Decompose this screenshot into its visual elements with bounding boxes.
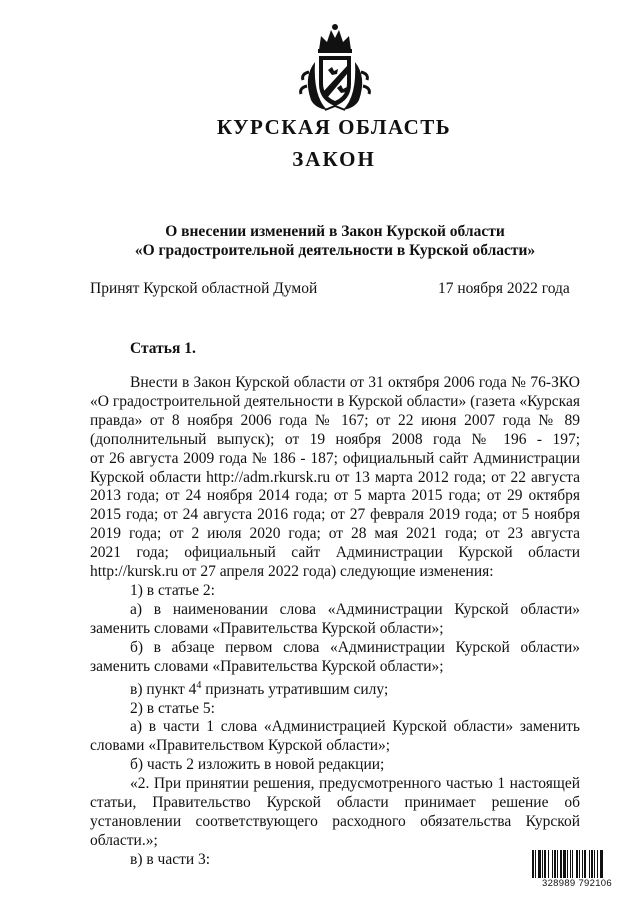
intro-line: 2015 года; от 24 августа 2016 года; от 27 февраля 2019 года; от 5 ноября <box>90 506 580 524</box>
item-1c-text: в) пункт 4 <box>130 680 197 698</box>
item-1: 1) в статье 2: <box>130 581 215 599</box>
law-title-line-2: «О градостроительной деятельности в Курской области» <box>134 242 536 259</box>
intro-line: от 26 августа 2009 года № 186 - 187; официальный сайт Администрации <box>90 449 580 467</box>
item-1c <box>90 677 580 700</box>
intro-line: (дополнительный выпуск); от 19 ноября 2008 года № 196 - 197; <box>90 430 580 448</box>
item-2a-line-2: словами «Правительством Курской области»; <box>90 737 391 755</box>
intro-line: 2019 года; от 2 июля 2020 года; от 28 мая 2021 года; от 23 августа <box>90 525 580 543</box>
intro-line: правда» от 8 ноября 2006 года № 167; от 22 июня 2007 года № 89 <box>90 411 580 429</box>
intro-line: 2021 года; официальный сайт Администрации Курской области <box>90 544 580 562</box>
law-title <box>90 222 580 260</box>
item-1b-line-2: заменить словами «Правительства Курской области»; <box>90 657 444 675</box>
item-1c-superscript: 4 <box>196 679 202 691</box>
quote-line: установлении соответствующего расходного обязательства Курской <box>90 813 580 830</box>
crown-shield-emblem-icon <box>297 22 373 114</box>
item-2a-line-1: а) в части 1 слова «Администрацией Курской области» заменить <box>130 718 580 736</box>
intro-line: http://kursk.ru от 27 апреля 2022 года) следующие изменения: <box>90 563 494 581</box>
region-heading: КУРСКАЯ ОБЛАСТЬ <box>216 115 452 139</box>
item-1a-line-2: заменить словами «Правительства Курской области»; <box>90 619 444 637</box>
item-1a-line-1: а) в наименовании слова «Администрации Курской области» <box>130 600 580 618</box>
law-title-line-1: О внесении изменений в Закон Курской области <box>165 223 505 240</box>
adoption-date: 17 ноября 2022 года <box>438 280 570 297</box>
barcode-number: 328989 792106 <box>542 878 612 889</box>
intro-line: 2013 года; от 24 ноября 2014 года; от 5 марта 2015 года; от 29 октября <box>90 487 580 505</box>
item-1b-line-1: б) в абзаце первом слова «Администрации Курской области» <box>130 638 580 656</box>
intro-line: Курской области http://adm.rkursk.ru от 13 марта 2012 года; от 22 августа <box>90 468 580 486</box>
barcode-icon <box>532 850 622 878</box>
item-1c-tail: признать утратившим силу; <box>201 680 389 698</box>
article-body <box>90 374 580 870</box>
article-heading: Статья 1. <box>130 340 196 357</box>
item-2b: б) часть 2 изложить в новой редакции; <box>130 756 385 774</box>
coat-of-arms-emblem <box>297 22 373 114</box>
quote-line: статьи, Правительство Курской области принимает решение об <box>90 794 580 812</box>
intro-line: Внести в Закон Курской области от 31 октября 2006 года № 76-ЗКО <box>130 374 580 391</box>
quote-line: области.»; <box>90 831 158 849</box>
intro-line: «О градостроительной деятельности в Курской области» (газета «Курская <box>90 392 580 410</box>
quote-line: «2. При принятии решения, предусмотренного частью 1 настоящей <box>130 775 580 793</box>
adopted-by: Принят Курской областной Думой <box>90 280 318 297</box>
item-2c: в) в части 3: <box>130 850 211 868</box>
item-2: 2) в статье 5: <box>130 699 215 717</box>
document-type-heading: ЗАКОН <box>292 147 376 171</box>
